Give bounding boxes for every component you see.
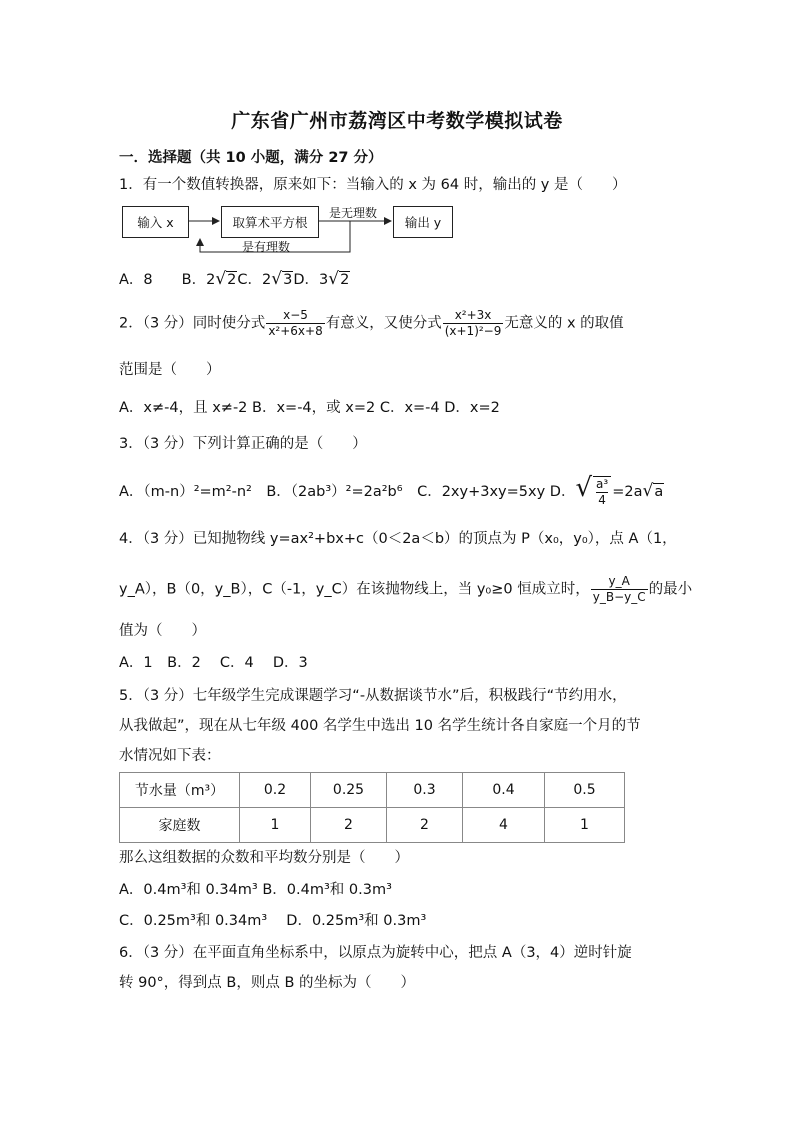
q1-option-c: C．2: [237, 272, 272, 288]
q1-radical-d: √2: [328, 269, 350, 289]
table-cell: 节水量（m³）: [120, 773, 240, 808]
q3-options: [119, 473, 664, 508]
table-cell: 2: [387, 808, 463, 843]
q4-fraction: $\frac{y\_A}{y\_B-y\_C}$: [592, 574, 646, 604]
q1-options: [119, 269, 350, 290]
q5-options-ab: A．0.4m³和 0.34m³ B．0.4m³和 0.3m³: [119, 882, 392, 898]
table-cell: 0.3: [387, 773, 463, 808]
q3-radical-a: √a: [642, 481, 664, 501]
irrational-label: 是无理数: [329, 206, 378, 220]
q4-line2: [119, 574, 692, 605]
q5-options-cd: C．0.25m³和 0.34m³ D．0.25m³和 0.3m³: [119, 913, 427, 929]
sqrt-process-box: 取算术平方根: [221, 206, 319, 238]
q4-line3: 值为（ ）: [119, 623, 206, 639]
q2-options: A．x≠-4，且 x≠-2 B．x=-4，或 x=2 C．x=-4 D．x=2: [119, 400, 500, 416]
q2-line1: [119, 308, 624, 339]
q3-stem: 3．（3 分）下列计算正确的是（ ）: [119, 436, 367, 452]
q5-data-table: [119, 772, 625, 843]
q2-fraction-2: $\frac{\text{x²+3x}}{\text{(x+1)²−9}}$: [444, 308, 502, 338]
table-cell: 4: [463, 808, 545, 843]
q6-line2: 转 90°，得到点 B，则点 B 的坐标为（ ）: [119, 975, 416, 991]
output-box: 输出 y: [393, 206, 453, 238]
q2-mid: 有意义，又使分式: [325, 315, 442, 332]
q4-line2-tail: 的最小: [648, 581, 693, 598]
table-row: [120, 773, 625, 808]
table-cell: 0.4: [463, 773, 545, 808]
q4-options: A．1 B．2 C．4 D．3: [119, 655, 308, 671]
q5-line3: 水情况如下表：: [119, 748, 221, 764]
page-title: 广东省广州市荔湾区中考数学模拟试卷: [231, 110, 563, 132]
table-cell: 0.25: [311, 773, 387, 808]
q4-line1: 4．（3 分）已知抛物线 y=ax²+bx+c（0＜2a＜b）的顶点为 P（x₀，y₀），点 A（1，: [119, 531, 677, 547]
table-cell: 0.2: [240, 773, 311, 808]
q1-radical-b: √2: [215, 269, 237, 289]
q1-option-d: D．3: [293, 272, 329, 288]
q3-d-tail: =2a: [612, 484, 643, 500]
table-cell: 0.5: [545, 773, 625, 808]
q2-line2: 范围是（ ）: [119, 362, 221, 378]
flow-arrows: [0, 0, 794, 270]
q4-line2-text: y_A），B（0，y_B），C（-1，y_C）在该抛物线上，当 y₀≥0 恒成立时，: [119, 581, 590, 598]
input-box: 输入 x: [122, 206, 189, 238]
table-cell: 1: [545, 808, 625, 843]
section-heading: 一．选择题（共 10 小题，满分 27 分）: [119, 150, 383, 166]
q2-fraction-1: $\frac{x-5}{\text{x²+6x+8}}$: [268, 308, 323, 338]
q2-lead: 2．（3 分）同时使分式: [119, 315, 266, 332]
table-cell: 家庭数: [120, 808, 240, 843]
q5-line1: 5．（3 分）七年级学生完成课题学习“-从数据谈节水”后，积极践行“节约用水，: [119, 688, 627, 704]
table-cell: 2: [311, 808, 387, 843]
table-row: [120, 808, 625, 843]
q5-question: 那么这组数据的众数和平均数分别是（ ）: [119, 850, 409, 866]
q1-radical-c: √3: [271, 269, 293, 289]
rational-label: 是有理数: [242, 240, 291, 254]
q1-stem: 1．有一个数值转换器，原来如下：当输入的 x 为 64 时，输出的 y 是（ ）: [119, 177, 627, 193]
q2-tail: 无意义的 x 的取值: [504, 315, 624, 332]
table-cell: 1: [240, 808, 311, 843]
q6-line1: 6．（3 分）在平面直角坐标系中，以原点为旋转中心，把点 A（3，4）逆时针旋: [119, 945, 632, 961]
q5-line2: 从我做起”，现在从七年级 400 名学生中选出 10 名学生统计各自家庭一个月的节: [119, 718, 641, 734]
q1-option-a-b: A．8 B．2: [119, 272, 216, 288]
q3-radical-d: √ $\frac{\text{a³}}{4}$: [575, 476, 612, 508]
q3-options-text: A．（m-n）²=m²-n² B．（2ab³）²=2a²b⁶ C．2xy+3xy=5xy D．: [119, 484, 576, 500]
